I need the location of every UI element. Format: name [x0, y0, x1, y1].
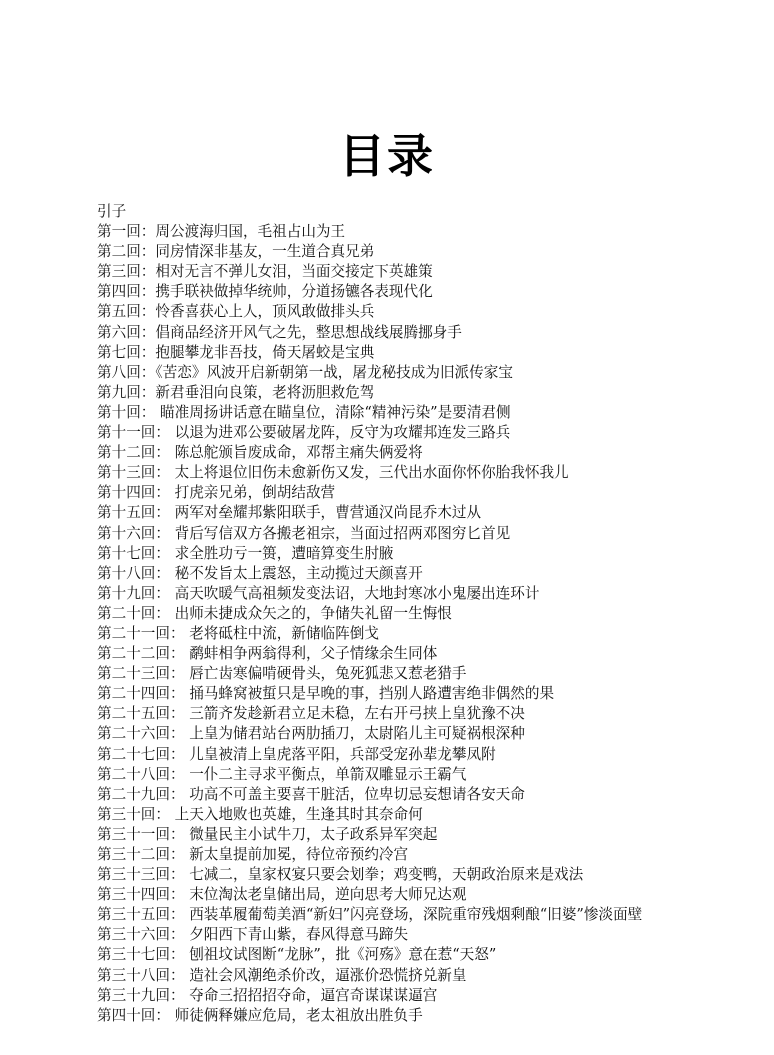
toc-entry: 第五回：怜香喜获心上人，顶风敢做排头兵 [97, 303, 375, 321]
toc-entry: 第八回：《苦恋》风波开启新朝第一战，屠龙秘技成为旧派传家宝 [97, 363, 513, 381]
page-title: 目录 [339, 129, 435, 183]
toc-entry: 第二十四回： 捅马蜂窝被蜇只是早晚的事，挡别人路遭害绝非偶然的果 [97, 685, 555, 703]
toc-entry: 第三十三回： 七减二，皇家权宴只要会划拳；鸡变鸭，天朝政治原来是戏法 [97, 866, 584, 884]
toc-entry: 第四十回： 师徒俩释嫌应危局，老太祖放出胜负手 [97, 1006, 423, 1024]
toc-entry: 第三十一回： 微量民主小试牛刀，太子政系异军突起 [97, 825, 438, 843]
toc-entry: 第十一回： 以退为进邓公要破屠龙阵，反守为攻耀邦连发三路兵 [97, 424, 511, 442]
toc-entry: 第十五回： 两军对垒耀邦紫阳联手，曹营通汉尚昆乔木过从 [97, 504, 482, 522]
toc-entry-preface: 引子 [97, 203, 127, 220]
toc-entry: 第二回：同房情深非基友，一生道合真兄弟 [97, 243, 375, 261]
toc-entry: 第三十二回： 新太皇提前加冕，待位帝预约冷宫 [97, 846, 409, 863]
table-of-contents [97, 202, 757, 1026]
toc-entry: 第二十回： 出师未捷成众矢之的，争储失礼留一生悔恨 [97, 604, 452, 622]
toc-entry: 第三十四回： 末位淘汰老皇储出局，逆向思考大师兄达观 [97, 886, 467, 904]
toc-entry: 第十七回： 求全胜功亏一篑，遭暗算变生肘腋 [97, 544, 394, 562]
toc-entry: 第十四回： 打虎亲兄弟，倒胡结敌营 [97, 484, 336, 502]
toc-entry: 第十三回： 太上将退位旧伤未愈新伤又发，三代出水面你怀你胎我怀我儿 [97, 464, 569, 482]
toc-entry: 第三十回： 上天入地败也英雄，生逢其时其奈命何 [97, 805, 423, 823]
toc-entry: 第三十七回： 刨祖坟试图断“龙脉”，批《河殇》意在惹“天怒” [97, 946, 497, 964]
toc-entry: 第十回： 瞄准周扬讲话意在瞄皇位，清除“精神污染”是要清君侧 [97, 403, 511, 421]
toc-entry: 第二十一回： 老将砥柱中流，新储临阵倒戈 [97, 624, 379, 642]
toc-entry: 第四回：携手联袂做掉华统帅，分道扬镳各表现代化 [97, 283, 433, 301]
toc-entry: 第三十八回： 造社会风潮绝杀价改，逼涨价恐慌挤兑新皇 [97, 966, 467, 984]
toc-entry: 第十二回： 陈总舵颁旨废成命，邓帮主痛失俩爱将 [97, 444, 423, 462]
toc-entry: 第二十九回： 功高不可盖主要喜干脏活，位卑切忌妄想请各安天命 [97, 785, 525, 803]
toc-entry: 第三十九回： 夺命三招招招夺命，逼宫奇谋谋谋逼宫 [97, 986, 438, 1004]
toc-entry: 第三十六回： 夕阳西下青山紫，春风得意马蹄失 [97, 926, 409, 944]
toc-entry: 第十九回： 高天吹暖气高祖频发变法诏，大地封寒冰小鬼屡出连环计 [97, 584, 540, 602]
toc-entry: 第二十五回： 三箭齐发趁新君立足未稳，左右开弓挟上皇犹豫不决 [97, 705, 525, 723]
toc-entry: 第十六回： 背后写信双方各搬老祖宗，当面过招两邓图穷匕首见 [97, 524, 511, 542]
toc-entry: 第一回：周公渡海归国，毛祖占山为王 [97, 223, 346, 241]
toc-entry: 第二十二回： 鹬蚌相争两翁得利，父子情缘余生同体 [97, 645, 438, 663]
toc-entry: 第九回：新君垂泪向良策，老将沥胆救危驾 [97, 383, 375, 401]
toc-entry: 第二十三回： 唇亡齿寒偏啃硬骨头，兔死狐悲又惹老猎手 [97, 665, 467, 683]
toc-entry: 第二十七回： 儿皇被清上皇虎落平阳，兵部受宠孙辈龙攀凤附 [97, 745, 496, 763]
toc-entry: 第二十六回： 上皇为储君站台两肋插刀，太尉陷儿主可疑祸根深种 [97, 725, 525, 743]
toc-entry: 第三十五回： 西装革履葡萄美酒“新妇”闪亮登场，深院重帘残烟剩酿“旧婆”惨淡面壁 [97, 906, 643, 924]
toc-entry: 第三回：相对无言不弹儿女泪，当面交接定下英雄策 [97, 263, 433, 281]
toc-entry: 第十八回： 秘不发旨太上震怒，主动揽过天颜喜开 [97, 564, 423, 582]
toc-entry: 第七回：抱腿攀龙非吾技，倚天屠蛟是宝典 [97, 343, 375, 361]
toc-entry: 第六回：倡商品经济开风气之先，整思想战线展腾挪身手 [97, 323, 462, 341]
toc-entry: 第二十八回： 一仆二主寻求平衡点，单箭双雕显示王霸气 [97, 765, 467, 783]
